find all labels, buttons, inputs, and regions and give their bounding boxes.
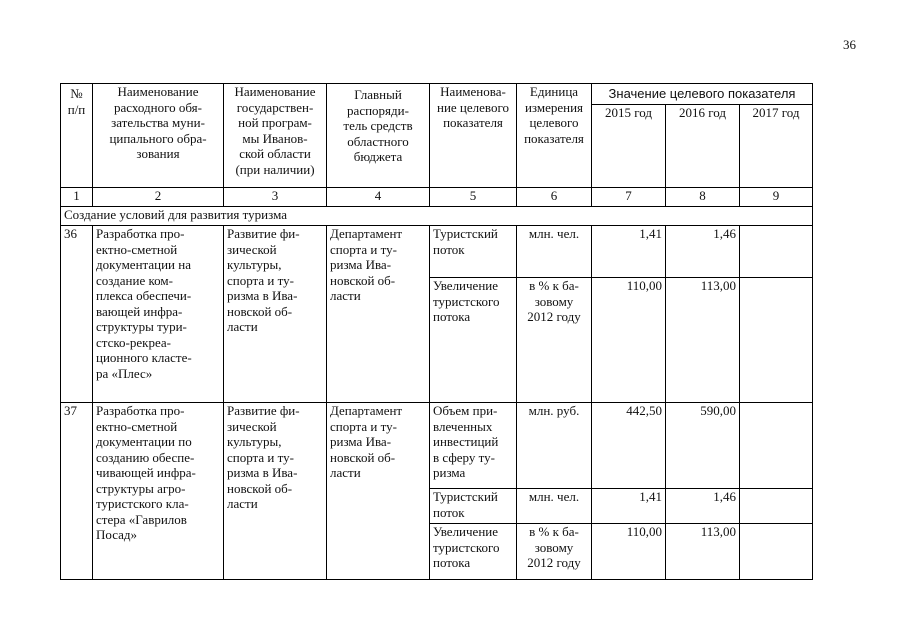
program-name: Развитие фи- зической культуры, спорта и ту- ризма в Ива- новской об- ласти — [224, 403, 327, 580]
value-2015: 1,41 — [592, 226, 666, 278]
column-number: 4 — [327, 188, 430, 207]
value-2016: 590,00 — [666, 403, 740, 489]
row-number: 36 — [61, 226, 93, 403]
header-program: Наименование государствен- ной програм- мы Иванов- ской области (при наличии) — [224, 84, 327, 188]
value-2015: 1,41 — [592, 489, 666, 524]
value-2017 — [740, 226, 813, 278]
indicator-unit: в % к ба- зовому 2012 году — [517, 278, 592, 403]
table-row — [61, 226, 813, 278]
obligation-name: Разработка про- ектно-сметной документации по созданию обеспе- чивающей инфра- структуры агро- туристского кла- стера «Гаврилов Посад» — [93, 403, 224, 580]
column-number: 6 — [517, 188, 592, 207]
column-number: 2 — [93, 188, 224, 207]
value-2016: 113,00 — [666, 278, 740, 403]
indicator-unit: в % к ба- зовому 2012 году — [517, 524, 592, 580]
indicator-name: Туристский поток — [430, 489, 517, 524]
header-manager: Главный распоряди- тель средств областного бюджета — [327, 84, 430, 188]
column-number: 5 — [430, 188, 517, 207]
column-number: 3 — [224, 188, 327, 207]
value-2017 — [740, 524, 813, 580]
value-2015: 110,00 — [592, 278, 666, 403]
value-2016: 1,46 — [666, 226, 740, 278]
column-number-row — [61, 188, 813, 207]
program-name: Развитие фи- зической культуры, спорта и ту- ризма в Ива- новской об- ласти — [224, 226, 327, 403]
column-number: 1 — [61, 188, 93, 207]
indicator-name: Увеличение туристского потока — [430, 524, 517, 580]
budget-manager: Департамент спорта и ту- ризма Ива- новской об- ласти — [327, 226, 430, 403]
table-row — [61, 403, 813, 489]
value-2015: 110,00 — [592, 524, 666, 580]
header-unit: Единица измерения целевого показателя — [517, 84, 592, 188]
indicator-name: Туристский поток — [430, 226, 517, 278]
column-number: 9 — [740, 188, 813, 207]
value-2017 — [740, 278, 813, 403]
value-2017 — [740, 403, 813, 489]
obligation-name: Разработка про- ектно-сметной документации на создание ком- плекса обеспечи- вающей инфра- структуры тури- стско-рекреа- ционного класте- ра «Плес» — [93, 226, 224, 403]
column-number: 7 — [592, 188, 666, 207]
header-num: № п/п — [61, 84, 93, 188]
header-year-2016: 2016 год — [666, 105, 740, 188]
value-2017 — [740, 489, 813, 524]
value-2015: 442,50 — [592, 403, 666, 489]
indicator-name: Увеличение туристского потока — [430, 278, 517, 403]
header-target-value: Значение целевого показателя — [592, 84, 813, 105]
header-indicator: Наименова- ние целевого показателя — [430, 84, 517, 188]
row-number: 37 — [61, 403, 93, 580]
header-year-2015: 2015 год — [592, 105, 666, 188]
indicator-name: Объем при- влеченных инвестиций в сферу ту- ризма — [430, 403, 517, 489]
target-indicators-table — [60, 83, 813, 580]
section-row — [61, 207, 813, 226]
header-year-2017: 2017 год — [740, 105, 813, 188]
section-title: Создание условий для развития туризма — [61, 207, 813, 226]
page-number: 36 — [843, 37, 856, 52]
column-number: 8 — [666, 188, 740, 207]
indicator-unit: млн. чел. — [517, 226, 592, 278]
budget-manager: Департамент спорта и ту- ризма Ива- новской об- ласти — [327, 403, 430, 580]
indicator-unit: млн. чел. — [517, 489, 592, 524]
header-obligation: Наименование расходного обя- зательства муни- ципального обра- зования — [93, 84, 224, 188]
indicator-unit: млн. руб. — [517, 403, 592, 489]
value-2016: 1,46 — [666, 489, 740, 524]
value-2016: 113,00 — [666, 524, 740, 580]
